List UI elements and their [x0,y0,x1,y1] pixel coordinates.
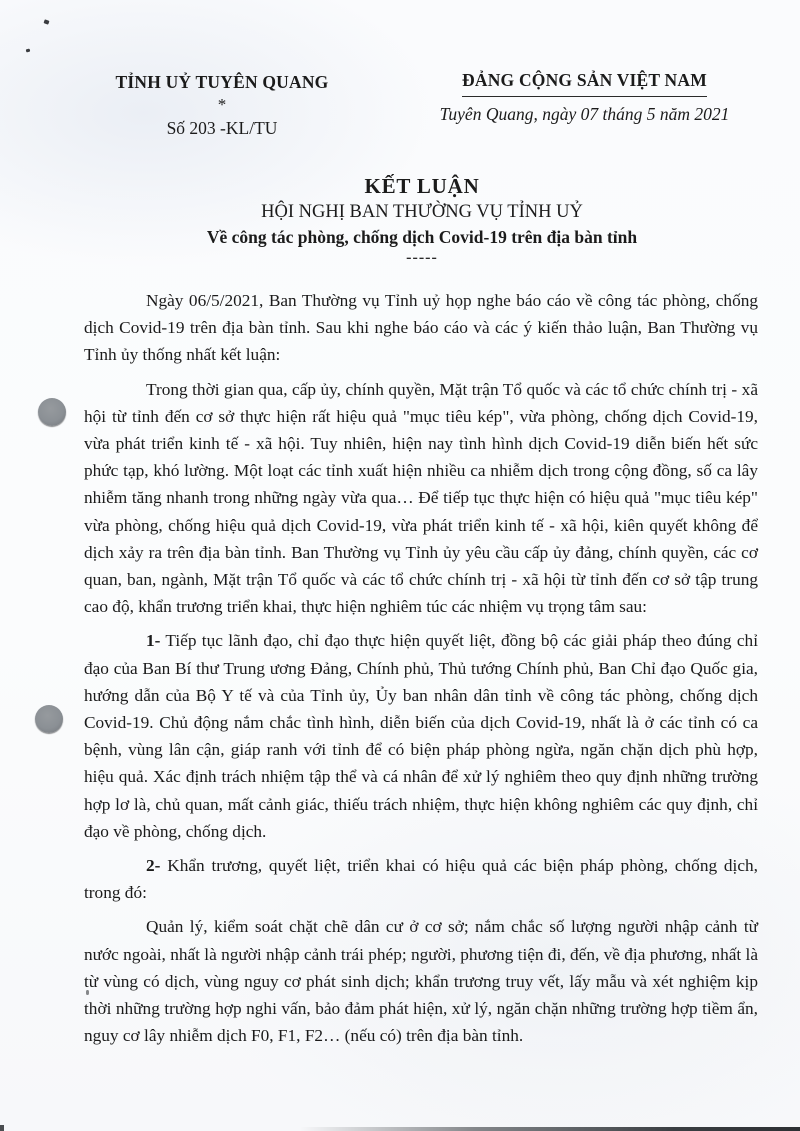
paragraph-measures [84,913,758,1049]
paragraph-item-1 [84,627,758,845]
scan-edge-mark [0,1125,4,1131]
document-number: Số 203 -KL/TU [166,118,278,138]
paragraph-text: Tiếp tục lãnh đạo, chỉ đạo thực hiện quyết liệt, đồng bộ các giải pháp theo đúng chỉ đạo của Ban Bí thư Trung ương Đảng, Chính phủ, Thủ tướng Chính phủ, Ban Chỉ đạo Quốc gia, hướng dẫn của Bộ Y tế và của Tỉnh ủy, Ủy ban nhân dân tỉnh về công tác phòng, chống dịch Covid-19. Chủ động nắm chắc tình hình, diễn biến của dịch Covid-19, nhất là ở các tỉnh có ca bệnh, vùng lân cận, giáp ranh với tỉnh để có biện pháp phòng ngừa, ngăn chặn dịch phù hợp, hiệu quả. Xác định trách nhiệm tập thể và cá nhân để xử lý nghiêm theo quy định những trường hợp lơ là, chủ quan, mất cảnh giác, thiếu trách nhiệm, thực hiện không nghiêm các quy định, chỉ đạo về phòng, chống dịch. [84,631,758,841]
paragraph-lead: 2- [146,856,161,876]
scan-speck [26,49,31,53]
header-star-separator: * [217,95,227,114]
paragraph-text: Trong thời gian qua, cấp ủy, chính quyền, Mặt trận Tổ quốc và các tổ chức chính trị - xã hội từ tỉnh đến cơ sở thực hiện rất hiệu quả "mục tiêu kép", vừa phòng, chống dịch Covid-19, vừa phát triển kinh tế - xã hội. Tuy nhiên, hiện nay tình hình dịch Covid-19 diễn biến hết sức phức tạp, khó lường. Một loạt các tỉnh xuất hiện nhiều ca nhiễm dịch trong cộng đồng, số ca lây nhiễm tăng nhanh trong những ngày vừa qua… Để tiếp tục thực hiện có hiệu quả "mục tiêu kép" vừa phòng, chống hiệu quả dịch Covid-19, vừa phát triển kinh tế - xã hội, kiên quyết không để dịch xảy ra trên địa bàn tỉnh. Ban Thường vụ Tỉnh ủy yêu cầu cấp ủy đảng, chính quyền, các cơ quan, ban, ngành, Mặt trận Tổ quốc và các tổ chức chính trị - xã hội từ tỉnh đến cơ sở tập trung cao độ, khẩn trương triển khai, thực hiện nghiêm túc các nhiệm vụ trọng tâm sau: [84,379,758,617]
title-dash-separator: ----- [406,249,438,266]
paragraph-lead: 1- [146,631,161,651]
document-body [84,287,758,1056]
paragraph-text: Quản lý, kiểm soát chặt chẽ dân cư ở cơ sở; nắm chắc số lượng người nhập cảnh từ nước ngoài, nhất là người nhập cảnh trái phép; người, phương tiện đi, đến, về địa phương, nhất là từ vùng có dịch, vùng nguy cơ phát sinh dịch; khẩn trương truy vết, lấy mẫu và xét nghiệm kịp thời những trường hợp nghi vấn, bảo đảm phát hiện, xử lý, ngăn chặn những trường hợp tiềm ẩn, nguy cơ lây nhiễm dịch F0, F1, F2… (nếu có) trên địa bàn tỉnh. [84,917,758,1046]
paragraph-context [84,376,758,621]
scan-edge-shadow [300,1127,800,1131]
paragraph-text: Khẩn trương, quyết liệt, triển khai có hiệu quả các biện pháp phòng, chống dịch, trong đó: [84,856,758,903]
document-type-title: KẾT LUẬN [364,174,480,198]
party-name: ĐẢNG CỘNG SẢN VIỆT NAM [462,70,707,97]
document-subtitle: HỘI NGHỊ BAN THƯỜNG VỤ TỈNH UỶ [261,202,583,222]
scan-speck [43,19,49,24]
header-issuing-authority [88,72,356,139]
place-and-date: Tuyên Quang, ngày 07 tháng 5 năm 2021 [439,104,730,124]
punch-hole [38,398,66,426]
document-title-block [84,174,760,267]
punch-hole [35,705,63,733]
issuing-org-name: TỈNH UỶ TUYÊN QUANG [115,72,329,92]
header-party-block [412,70,757,125]
paragraph-text: Ngày 06/5/2021, Ban Thường vụ Tỉnh uỷ họp nghe báo cáo về công tác phòng, chống dịch Covid-19 trên địa bàn tỉnh. Sau khi nghe báo cáo và các ý kiến thảo luận, Ban Thường vụ Tỉnh ủy thống nhất kết luận: [84,291,758,365]
document-subject: Về công tác phòng, chống dịch Covid-19 trên địa bàn tỉnh [206,227,638,247]
paragraph-item-2 [84,852,758,906]
paragraph-intro [84,287,758,369]
